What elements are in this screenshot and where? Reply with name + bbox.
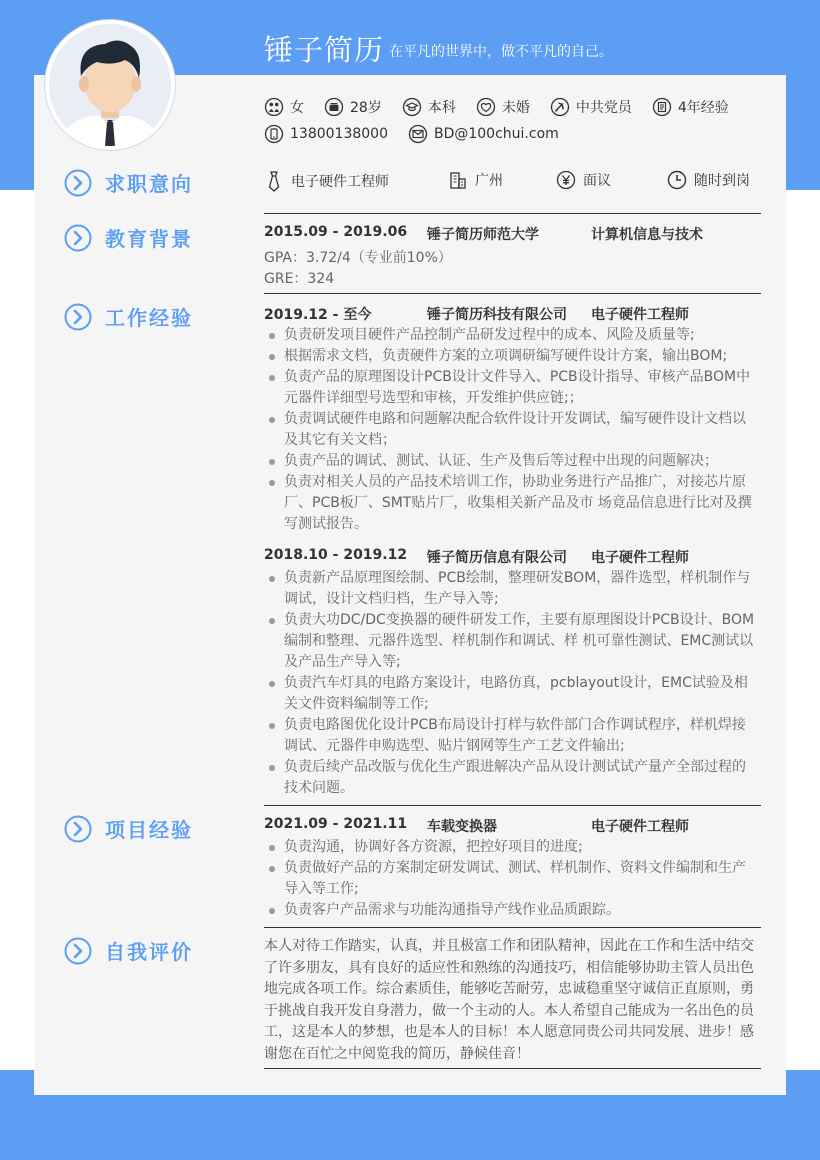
project-bullets [268, 837, 758, 921]
education-period: 2015.09 - 2019.06 [264, 224, 408, 240]
list-item: 负责汽车灯具的电路方案设计，电路仿真，pcblayout设计，EMC试验及相关文件资料编制等工作; [268, 673, 758, 715]
info-gender [264, 97, 304, 117]
list-item: 负责对相关人员的产品技术培训工作，协助业务进行产品推广，对接芯片原厂、PCB板厂、SMT贴片厂，收集相关新产品及市 场竟品信息进行比对及撰写测试报告。 [268, 472, 758, 535]
info-experience-text: 4年经验 [677, 100, 729, 116]
education-gpa: GPA：3.72/4（专业前10%） [264, 250, 452, 266]
gender-icon [264, 97, 284, 117]
work-1-role: 电子硬件工程师 [591, 307, 689, 323]
resume-slogan: 在平凡的世界中，做不平凡的自己。 [389, 44, 613, 60]
section-work-heading [64, 302, 193, 331]
divider [264, 213, 761, 214]
education-major: 计算机信息与技术 [591, 227, 703, 243]
info-political-text: 中共党员 [575, 100, 632, 116]
city-icon [448, 170, 468, 190]
work-1-company: 锤子简历科技有限公司 [427, 307, 567, 323]
project-name: 车载变换器 [427, 819, 497, 835]
chevron-right-icon [64, 169, 92, 197]
divider [264, 293, 761, 294]
party-icon [550, 97, 570, 117]
section-self-title: 自我评价 [105, 940, 193, 964]
age-icon [324, 97, 344, 117]
info-political [550, 97, 632, 117]
intent-arrival [667, 170, 750, 190]
list-item: 负责客户产品需求与功能沟通指导产线作业品质跟踪。 [268, 900, 758, 921]
resume-title: 锤子简历 [264, 33, 385, 67]
chevron-right-icon [64, 815, 92, 843]
email-icon [408, 124, 428, 144]
intent-city [448, 170, 503, 190]
section-intent-heading [64, 168, 193, 197]
marital-icon [476, 97, 496, 117]
intent-salary-text: 面议 [583, 173, 611, 189]
info-marital [476, 97, 530, 117]
info-degree-text: 本科 [427, 100, 456, 116]
chevron-right-icon [64, 224, 92, 252]
intent-arrival-text: 随时到岗 [694, 173, 750, 189]
project-period: 2021.09 - 2021.11 [264, 816, 408, 832]
section-education-title: 教育背景 [105, 227, 193, 251]
experience-icon [652, 97, 672, 117]
info-marital-text: 未婚 [501, 100, 530, 116]
list-item: 负责做好产品的方案制定研发调试、测试、样机制作、资料文件编制和生产导入等工作; [268, 858, 758, 900]
work-1-period: 2019.12 - 至今 [264, 307, 372, 323]
list-item: 负责产品的调试、测试、认证、生产及售后等过程中出现的问题解决； [268, 451, 758, 472]
section-project-heading [64, 814, 193, 843]
list-item: 负责调试硬件电路和问题解决配合软件设计开发调试，编写硬件设计文档以及其它有关文档； [268, 409, 758, 451]
avatar-man-icon [49, 24, 171, 146]
basic-info-row [264, 97, 749, 117]
list-item: 负责电路图优化设计PCB布局设计打样与软件部门合作调试程序，样机焊接调试、元器件申购选型、贴片钢网等生产工艺文件输出; [268, 715, 758, 757]
intent-salary [556, 170, 611, 190]
degree-icon [402, 97, 422, 117]
section-education-heading [64, 223, 193, 252]
education-school: 锤子简历师范大学 [427, 227, 539, 243]
tie-icon [264, 170, 284, 192]
yen-icon [556, 170, 576, 190]
self-evaluation-text: 本人对待工作踏实，认真，并且极富工作和团队精神，因此在工作和生活中结交了许多朋友，具有良好的适应性和熟练的沟通技巧，相信能够协助主管人员出色地完成各项工作。综合素质佳，能够吃苦耐劳，忠诚稳重坚守诚信正直原则，勇于挑战自我开发自身潜力，做一个主动的人。本人希望自己能成为一名出色的员工，这是本人的梦想，也是本人的目标！本人愿意同贵公司共同发展、进步！感谢您在百忙之中阅览我的简历，静候佳音！ [264, 938, 754, 1062]
info-age-text: 28岁 [350, 100, 382, 116]
contact-info-row [264, 124, 579, 144]
work-2-bullets [268, 568, 758, 799]
phone-icon [264, 124, 284, 144]
list-item: 负责产品的原理图设计PCB设计文件导入、PCB设计指导、审核产品BOM中元器件详细型号选型和审核，开发维护供应链;； [268, 367, 758, 409]
work-1-bullets [268, 325, 758, 535]
info-degree [402, 97, 456, 117]
section-project-title: 项目经验 [105, 818, 193, 842]
education-gre: GRE：324 [264, 271, 335, 287]
intent-city-text: 广州 [475, 173, 503, 189]
info-email [408, 124, 559, 144]
section-intent-title: 求职意向 [105, 172, 193, 196]
chevron-right-icon [64, 303, 92, 331]
clock-icon [667, 170, 687, 190]
info-age [324, 97, 382, 117]
info-phone-text[interactable]: 13800138000 [290, 126, 388, 142]
info-phone [264, 124, 388, 144]
info-gender-text: 女 [290, 100, 304, 116]
list-item: 负责后续产品改版与优化生产跟进解决产品从设计测试试产量产全部过程的技术问题。 [268, 757, 758, 799]
list-item: 负责沟通，协调好各方资源，把控好项目的进度; [268, 837, 758, 858]
list-item: 根据需求文档，负责硬件方案的立项调研编写硬件设计方案，输出BOM; [268, 346, 758, 367]
chevron-right-icon [64, 937, 92, 965]
work-2-period: 2018.10 - 2019.12 [264, 547, 408, 563]
intent-position-text: 电子硬件工程师 [291, 174, 389, 190]
list-item: 负责新产品原理图绘制、PCB绘制，整理研发BOM，器件选型，样机制作与调试，设计文档归档，生产导入等; [268, 568, 758, 610]
info-email-text[interactable]: BD@100chui.com [433, 126, 559, 142]
project-role: 电子硬件工程师 [591, 819, 689, 835]
divider [264, 805, 761, 806]
work-2-company: 锤子简历信息有限公司 [427, 550, 567, 566]
list-item: 负责研发项目硬件产品控制产品研发过程中的成本、风险及质量等; [268, 325, 758, 346]
section-self-heading [64, 936, 193, 965]
divider [264, 1068, 761, 1069]
info-experience [652, 97, 729, 117]
divider [264, 927, 761, 928]
work-2-role: 电子硬件工程师 [591, 550, 689, 566]
avatar [45, 20, 175, 150]
section-work-title: 工作经验 [105, 306, 193, 330]
list-item: 负责大功DC/DC变换器的硬件研发工作，主要有原理图设计PCB设计、BOM编制和整理、元器件选型、样机制作和调试、样 机可靠性测试、EMC测试以及产品生产导入等; [268, 610, 758, 673]
intent-position [264, 170, 389, 192]
